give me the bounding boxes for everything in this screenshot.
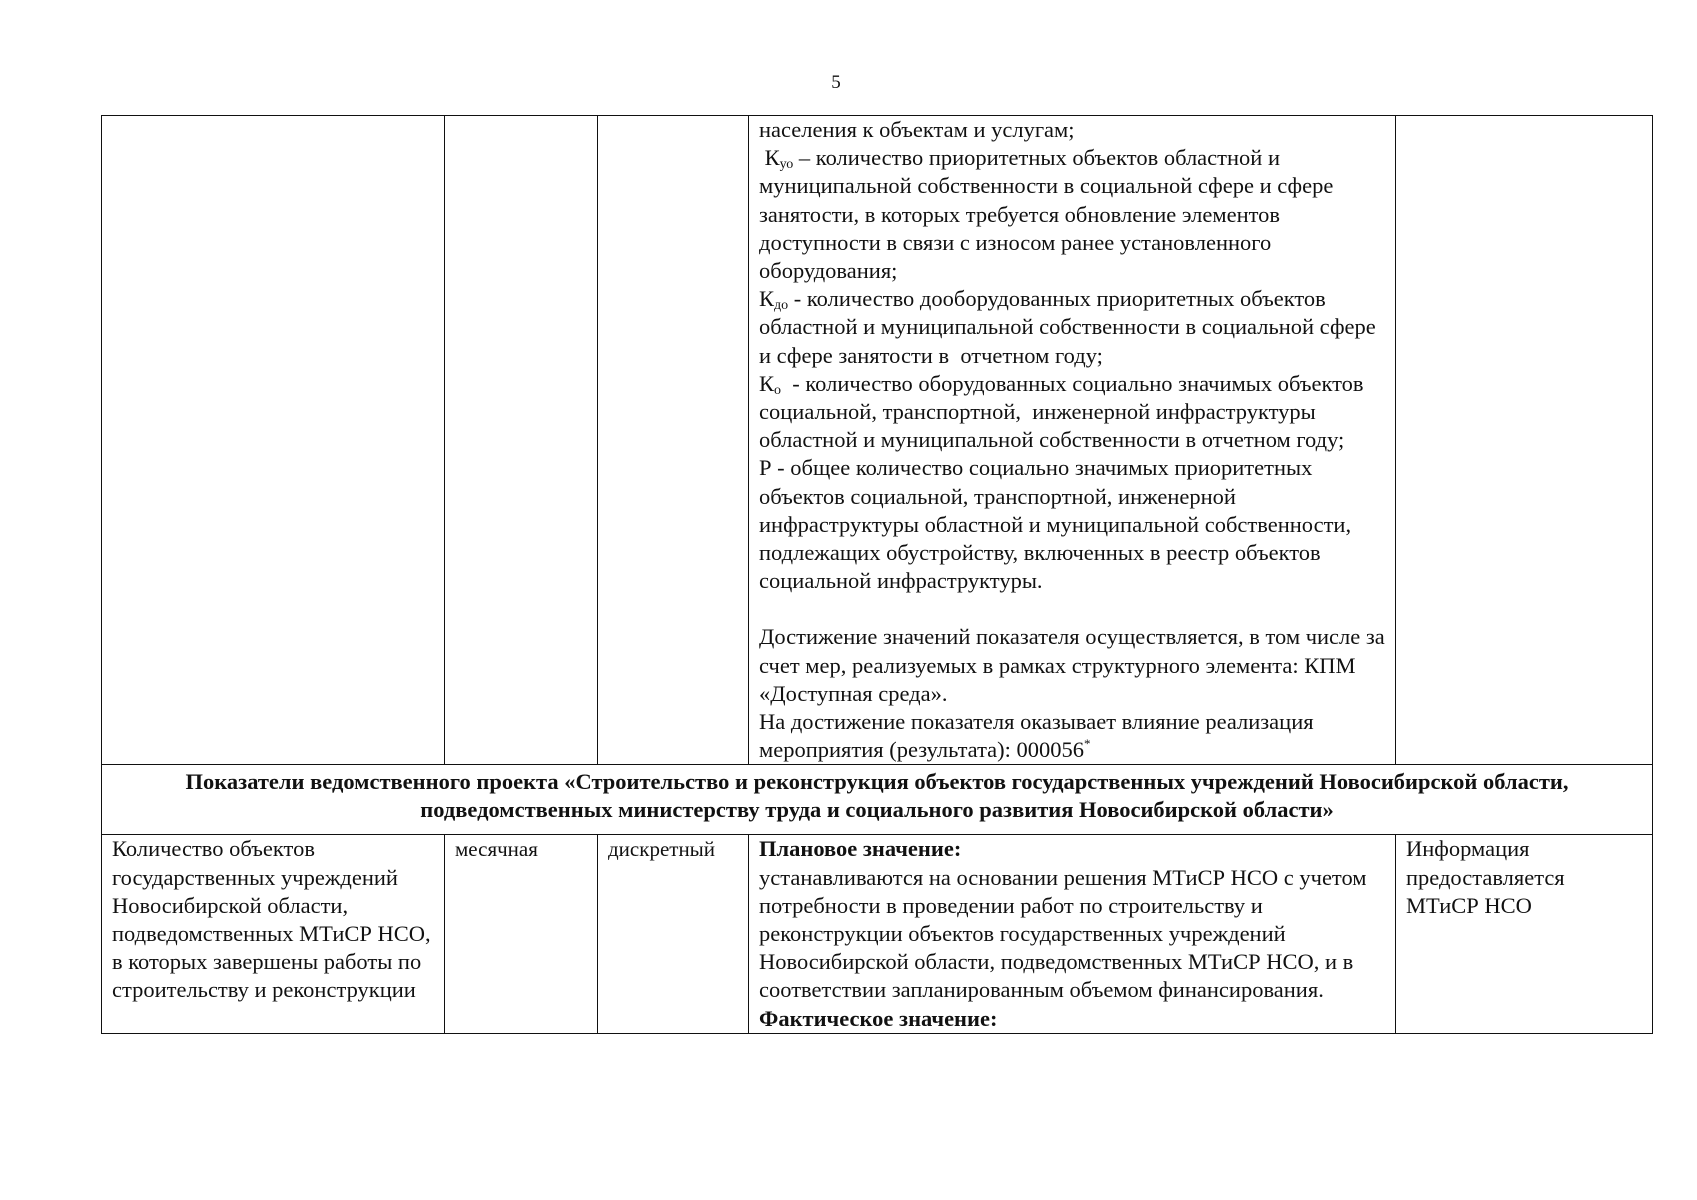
indicator-source: Информация предоставляется МТиСР НСО [1396, 835, 1653, 1033]
type-cell-empty [598, 116, 749, 765]
footnote-mark: * [1084, 736, 1091, 752]
frequency-cell-empty [445, 116, 598, 765]
indicators-table [101, 115, 1653, 1034]
indicator-row [102, 835, 1653, 1033]
page-number: 5 [831, 72, 841, 93]
continuation-row [102, 116, 1653, 765]
def-symbol: К [759, 286, 775, 312]
definition-kuo [759, 144, 1387, 285]
section-header-row [102, 765, 1653, 835]
fact-label: Фактическое значение: [759, 1005, 998, 1031]
section-title: Показатели ведомственного проекта «Строительство и реконструкция объектов государственных учреждений Новосибирской области, подведомственных министерству труда и социального развития Новосибирской области» [102, 765, 1653, 835]
plan-label: Плановое значение: [759, 836, 962, 862]
def-symbol: К [764, 145, 780, 171]
def-text: - количество оборудованных социально значимых объектов социальной, транспортной, инженерной инфраструктуры областной и муниципальной собственности в отчетном году; [759, 370, 1370, 453]
def-text: – количество приоритетных объектов областной и муниципальной собственности в социальной сфере и сфере занятости, в которых требуется обновление элементов доступности в связи с износом ранее установленного оборудования; [759, 145, 1339, 284]
def-subscript: до [774, 298, 789, 314]
paragraph-spacer [759, 595, 1387, 623]
indicator-type: дискретный [598, 835, 749, 1033]
achievement-text: Достижение значений показателя осуществляется, в том числе за счет мер, реализуемых в рамках структурного элемента: КПМ «Доступная среда». [759, 624, 1391, 706]
influence-text [759, 708, 1387, 764]
method-cell [749, 116, 1396, 765]
plan-text: устанавливаются на основании решения МТиСР НСО с учетом потребности в проведении работ по строительству и реконструкции объектов государственных учреждений Новосибирской области, подведомственных МТиСР НСО, и в соответствии запланированным объемом финансирования. [759, 864, 1373, 1003]
name-cell-empty [102, 116, 445, 765]
intro-line: населения к объектам и услугам; [759, 117, 1075, 142]
definition-kdo [759, 285, 1387, 370]
influence-body: На достижение показателя оказывает влияние реализация мероприятия (результата): 000056 [759, 709, 1320, 763]
indicator-frequency: месячная [445, 835, 598, 1033]
def-symbol: Р [759, 455, 772, 481]
definition-p [759, 454, 1387, 595]
def-text: - общее количество социально значимых приоритетных объектов социальной, транспортной, инженерной инфраструктуры областной и муниципальной собственности, подлежащих обустройству, включенных в реестр объектов социальной инфраструктуры. [759, 455, 1357, 594]
def-subscript: о [774, 382, 782, 398]
def-subscript: уо [779, 157, 794, 173]
definition-ko [759, 370, 1387, 455]
source-cell-empty [1396, 116, 1653, 765]
def-text: - количество дооборудованных приоритетных объектов областной и муниципальной собственности в социальной сфере и сфере занятости в отчетном году; [759, 286, 1382, 368]
indicator-method [749, 835, 1396, 1033]
def-symbol: К [759, 370, 775, 396]
indicator-name: Количество объектов государственных учреждений Новосибирской области, подведомственных МТиСР НСО, в которых завершены работы по строительству и реконструкции [102, 835, 445, 1033]
